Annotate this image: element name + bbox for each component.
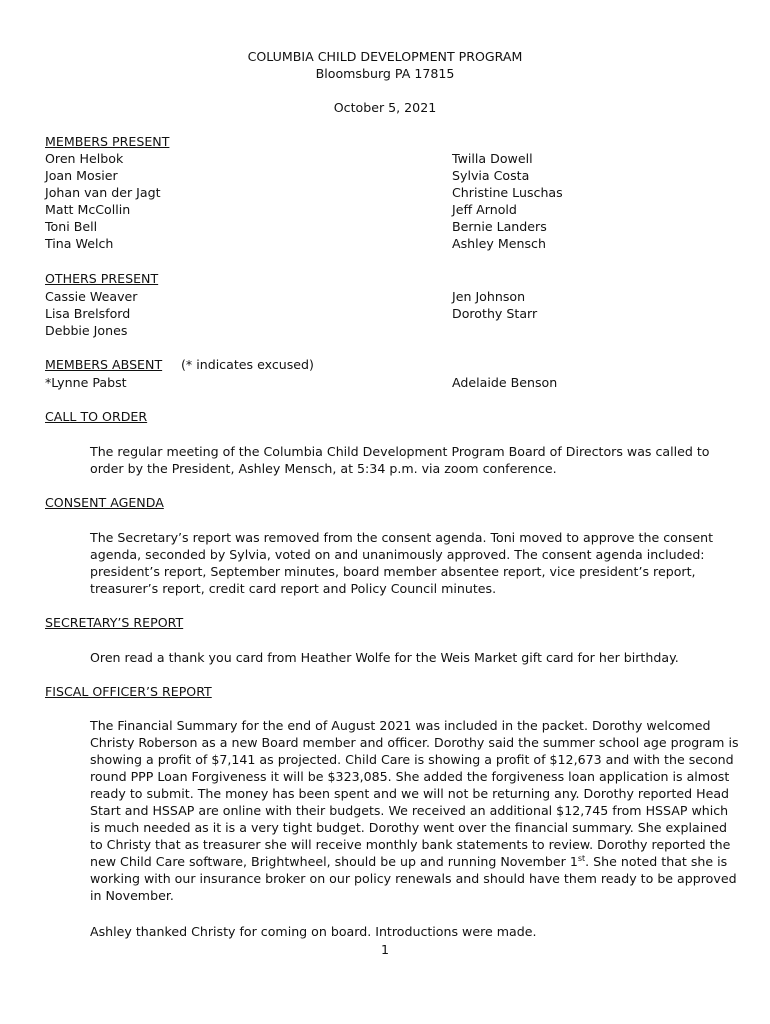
- member-name: Twilla Dowell: [452, 151, 533, 166]
- paragraph-line: working with our insurance broker on our policy renewals and should have them ready to be approved: [90, 871, 737, 886]
- members-absent-heading: MEMBERS ABSENT: [45, 357, 163, 372]
- paragraph-line: agenda, seconded by Sylvia, voted on and unanimously approved. The consent agenda included:: [90, 547, 705, 562]
- member-name: Christine Luschas: [452, 185, 563, 200]
- paragraph-line: round PPP Loan Forgiveness it will be $323,085. She added the forgiveness loan application is almost: [90, 769, 730, 784]
- attendee-name: Lisa Brelsford: [45, 306, 131, 321]
- fiscal-officers-report-paragraph: [90, 717, 740, 904]
- member-name: Toni Bell: [45, 219, 98, 234]
- attendee-name: Debbie Jones: [45, 323, 128, 338]
- org-name: COLUMBIA CHILD DEVELOPMENT PROGRAM: [247, 49, 523, 64]
- fiscal-closing-paragraph: [90, 923, 740, 940]
- others-present-left-list: [45, 288, 137, 339]
- paragraph-line: Start and HSSAP are online with their budgets. We received an additional $12,745 from HSSAP which: [90, 803, 729, 818]
- members-present-right-list: [452, 150, 563, 252]
- consent-agenda-heading: CONSENT AGENDA: [45, 495, 164, 510]
- paragraph-line: [90, 853, 740, 870]
- ordinal-suffix: st: [577, 853, 586, 863]
- member-name: Ashley Mensch: [452, 236, 546, 251]
- meeting-date: October 5, 2021: [333, 100, 437, 115]
- member-name: Oren Helbok: [45, 151, 124, 166]
- paragraph-line: showing a profit of $7,141 as projected. Child Care is showing a profit of $12,673 and with the second: [90, 752, 734, 767]
- secretarys-report-paragraph: [90, 649, 740, 666]
- member-name: Bernie Landers: [452, 219, 547, 234]
- members-present-left-list: [45, 150, 161, 252]
- paragraph-line: order by the President, Ashley Mensch, at 5:34 p.m. via zoom conference.: [90, 461, 557, 476]
- member-name: Jeff Arnold: [452, 202, 517, 217]
- attendee-name: Jen Johnson: [452, 289, 526, 304]
- paragraph-line: The Financial Summary for the end of August 2021 was included in the packet. Dorothy welcomed: [90, 718, 711, 733]
- paragraph-line: to Christy that as treasurer she will receive monthly bank statements to review. Dorothy reported the: [90, 837, 731, 852]
- member-name: Joan Mosier: [45, 168, 118, 183]
- consent-agenda-paragraph: [90, 529, 740, 597]
- members-present-heading: MEMBERS PRESENT: [45, 134, 170, 149]
- line-text: new Child Care software, Brightwheel, should be up and running November 1: [90, 854, 578, 869]
- excused-note: (* indicates excused): [181, 357, 314, 372]
- page-number: 1: [381, 942, 390, 957]
- fiscal-officers-report-heading: FISCAL OFFICER’S REPORT: [45, 684, 212, 699]
- paragraph-line: president’s report, September minutes, board member absentee report, vice president’s report,: [90, 564, 696, 579]
- paragraph-line: The regular meeting of the Columbia Child Development Program Board of Directors was called to: [90, 444, 710, 459]
- attendee-name: Dorothy Starr: [452, 306, 538, 321]
- others-present-heading: OTHERS PRESENT: [45, 271, 159, 286]
- member-name: Tina Welch: [45, 236, 114, 251]
- line-text: . She noted that she is: [585, 854, 728, 869]
- call-to-order-heading: CALL TO ORDER: [45, 409, 148, 424]
- others-present-right-list: [452, 288, 537, 322]
- paragraph-line: The Secretary’s report was removed from the consent agenda. Toni moved to approve the consent: [90, 530, 714, 545]
- member-name: Sylvia Costa: [452, 168, 530, 183]
- paragraph-line: treasurer’s report, credit card report and Policy Council minutes.: [90, 581, 497, 596]
- member-name: Johan van der Jagt: [45, 185, 161, 200]
- attendee-name: Cassie Weaver: [45, 289, 138, 304]
- paragraph-line: ready to submit. The money has been spent and we will not be returning any. Dorothy reported Head: [90, 786, 730, 801]
- paragraph-line: in November.: [90, 888, 174, 903]
- absent-member-name: Adelaide Benson: [452, 375, 558, 390]
- paragraph-line: is much needed as it is a very tight budget. Dorothy went over the financial summary. She explained: [90, 820, 727, 835]
- org-location: Bloomsburg PA 17815: [315, 66, 455, 81]
- secretarys-report-heading: SECRETARY’S REPORT: [45, 615, 184, 630]
- paragraph-line: Oren read a thank you card from Heather Wolfe for the Weis Market gift card for her birthday.: [90, 650, 679, 665]
- call-to-order-paragraph: [90, 443, 740, 477]
- paragraph-line: Christy Roberson as a new Board member and officer. Dorothy said the summer school age program is: [90, 735, 739, 750]
- member-name: Matt McCollin: [45, 202, 131, 217]
- absent-member-name: *Lynne Pabst: [45, 375, 127, 390]
- paragraph-line: Ashley thanked Christy for coming on board. Introductions were made.: [90, 924, 537, 939]
